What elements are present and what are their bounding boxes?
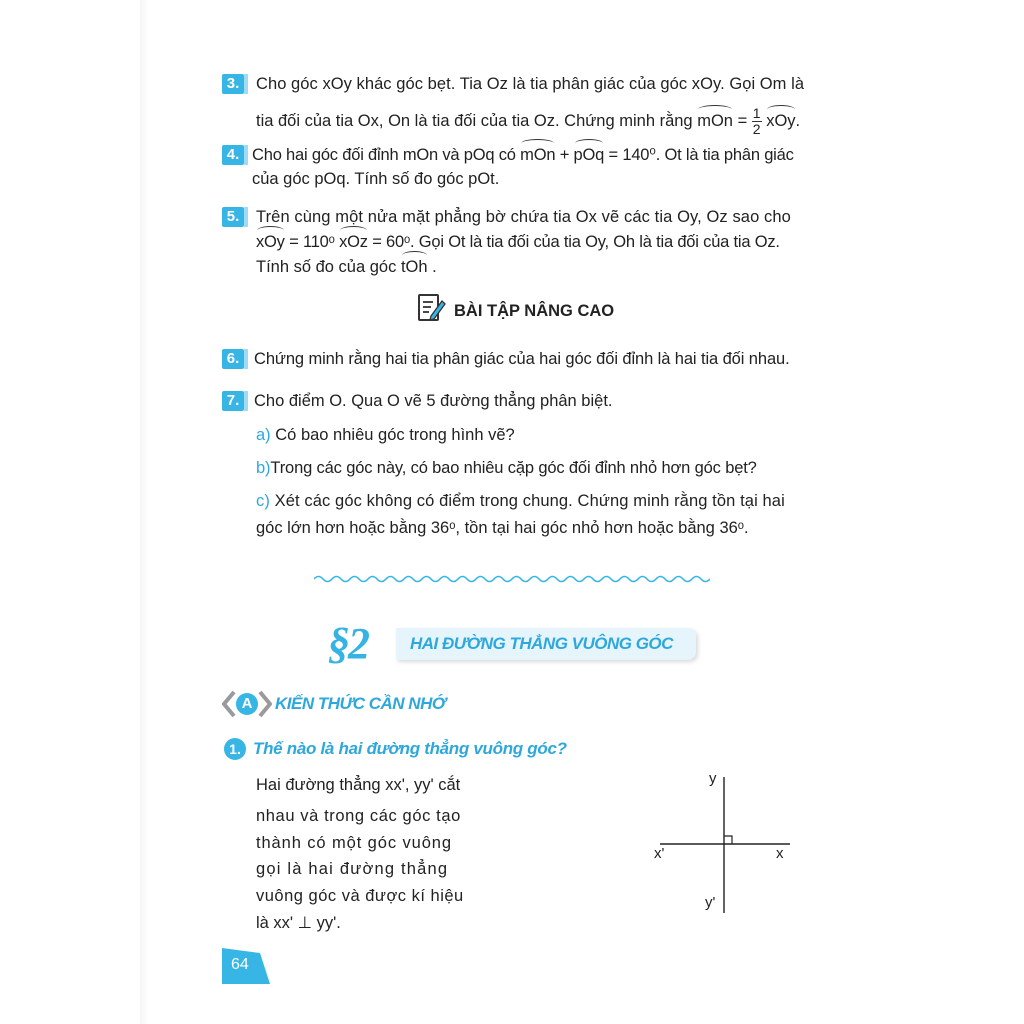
- angle-xoz: xOz: [339, 233, 368, 251]
- problem-7c-line2: góc lớn hơn hoặc bằng 36ᵒ, tồn tại hai góc nhỏ hơn hoặc bằng 36ᵒ.: [256, 519, 749, 537]
- problem-5-line2-rest: = 60ᵒ. Gọi Ot là tia đối của tia Oy, Oh là tia đối của tia Oz.: [372, 233, 780, 251]
- problem-4-line1-b: = 140⁰. Ot là tia phân giác: [608, 146, 794, 164]
- problem-3-number: 3.: [222, 74, 244, 94]
- problem-5-line3-a: Tính số đo của góc: [256, 258, 397, 276]
- frac-num: 1: [752, 105, 761, 121]
- problem-7-number: 7.: [222, 391, 244, 411]
- problem-6-number: 6.: [222, 349, 244, 369]
- page-number: 64: [231, 956, 249, 973]
- section-mark: §2: [328, 619, 368, 668]
- period: .: [795, 111, 801, 130]
- part-a-letter: A: [241, 695, 253, 712]
- angle-mon: mOn: [697, 111, 733, 130]
- section-title: HAI ĐƯỜNG THẲNG VUÔNG GÓC: [410, 634, 673, 653]
- problem-7a-text: Có bao nhiêu góc trong hình vẽ?: [275, 426, 515, 444]
- definition-line-1: Hai đường thẳng xx', yy' cắt: [256, 776, 461, 794]
- definition-line-6: là xx' ⊥ yy'.: [256, 914, 341, 932]
- label-x: x: [776, 845, 784, 862]
- problem-5-number: 5.: [222, 207, 244, 227]
- equals-sign: =: [737, 111, 748, 130]
- definition-line-3: thành có một góc vuông: [256, 834, 452, 852]
- problem-3-line2: [256, 106, 800, 137]
- angle-mon-4: mOn: [520, 146, 556, 164]
- label-y: y: [709, 770, 717, 787]
- problem-4-line2: của góc pOq. Tính số đo góc pOt.: [252, 170, 500, 188]
- problem-7c-text1: Xét các góc không có điểm trong chung. Chứng minh rằng tồn tại hai: [274, 492, 785, 510]
- advanced-exercises-heading: BÀI TẬP NÂNG CAO: [454, 302, 615, 320]
- label-y-prime: y': [705, 894, 716, 911]
- definition-line-2: nhau và trong các góc tạo: [256, 807, 461, 825]
- fraction-one-half: [752, 106, 762, 137]
- problem-7a: [256, 425, 515, 445]
- problem-3-line2-text: tia đối của tia Ox, On là tia đối của tia Oz. Chứng minh rằng: [256, 111, 693, 130]
- problem-5-line3: [256, 257, 437, 277]
- definition-line-4: gọi là hai đường thẳng: [256, 860, 449, 878]
- problem-7b-text: Trong các góc này, có bao nhiêu cặp góc đối đỉnh nhỏ hơn góc bẹt?: [270, 459, 757, 477]
- angle-xoy-5: xOy: [256, 233, 285, 251]
- problem-7c: [256, 491, 785, 511]
- problem-7c-label: c): [256, 492, 270, 510]
- frac-den: 2: [752, 121, 761, 137]
- right-angle-mark: [724, 836, 732, 844]
- problem-5-line3-b: .: [432, 258, 437, 276]
- angle-poq: pOq: [573, 146, 605, 164]
- definition-line-5: vuông góc và được kí hiệu: [256, 887, 464, 905]
- problem-3-line1: Cho góc xOy khác góc bẹt. Tia Oz là tia phân giác của góc xOy. Gọi Om là: [256, 75, 805, 93]
- problem-4-number: 4.: [222, 145, 244, 165]
- problem-7a-label: a): [256, 426, 271, 444]
- problem-4-line1-a: Cho hai góc đối đỉnh mOn và pOq có: [252, 146, 516, 164]
- plus-sign: +: [559, 146, 570, 164]
- value-110: = 110ᵒ: [289, 233, 335, 251]
- perpendicular-lines-figure: [640, 765, 810, 915]
- problem-4-line1: [252, 145, 794, 165]
- question-1-title: Thế nào là hai đường thẳng vuông góc?: [253, 739, 567, 758]
- problem-7b: [256, 458, 757, 478]
- problem-7b-label: b): [256, 459, 271, 477]
- problem-6-line1: Chứng minh rằng hai tia phân giác của hai góc đối đỉnh là hai tia đối nhau.: [254, 350, 790, 368]
- part-a-title: KIẾN THỨC CẦN NHỚ: [275, 694, 446, 713]
- angle-xoy: xOy: [766, 111, 796, 130]
- label-x-prime: x': [654, 845, 665, 862]
- problem-7-line1: Cho điểm O. Qua O vẽ 5 đường thẳng phân biệt.: [254, 392, 613, 410]
- problem-5-line1: Trên cùng một nửa mặt phẳng bờ chứa tia Ox vẽ các tia Oy, Oz sao cho: [256, 208, 791, 226]
- page-shadow: [140, 0, 148, 1024]
- angle-toh: tOh: [400, 258, 428, 276]
- pencil-notepad-icon: [416, 292, 446, 324]
- wavy-divider: [314, 572, 710, 586]
- problem-5-line2: [256, 232, 780, 252]
- question-1-number: 1.: [224, 738, 246, 760]
